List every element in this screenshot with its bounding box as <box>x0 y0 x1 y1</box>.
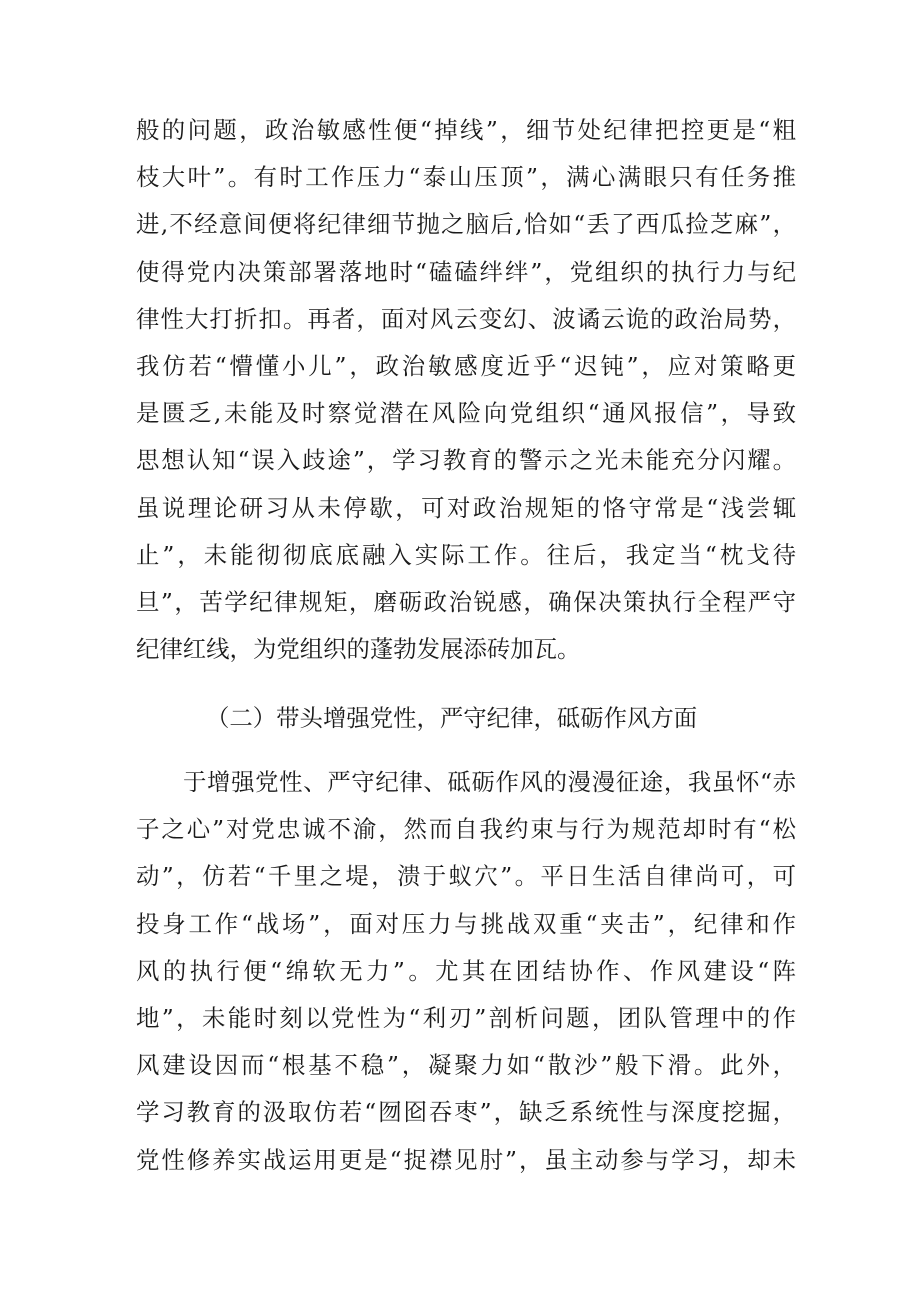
paragraph-line: 止”，未能彻彻底底融入实际工作。往后，我定当“枕戈待 <box>136 540 796 569</box>
paragraph-line: 风建设因而“根基不稳”，凝聚力如“散沙”般下滑。此外， <box>136 1051 796 1080</box>
paragraph-line: 是匮乏,未能及时察觉潜在风险向党组织“通风报信”，导致 <box>136 399 796 428</box>
paragraph-line: 学习教育的汲取仿若“囫囵吞枣”，缺乏系统性与深度挖掘， <box>136 1098 796 1127</box>
paragraph-1 <box>136 107 796 673</box>
paragraph-line: 党性修养实战运用更是“捉襟见肘”，虽主动参与学习，却未 <box>136 1145 796 1174</box>
paragraph-line: 地”，未能时刻以党性为“利刃”剖析问题，团队管理中的作 <box>136 1003 796 1032</box>
section-heading: （二）带头增强党性，严守纪律，砥砺作风方面 <box>206 704 698 732</box>
paragraph-line: 子之心”对党忠诚不渝，然而自我约束与行为规范却时有“松 <box>136 815 796 844</box>
paragraph-line: 纪律红线，为党组织的蓬勃发展添砖加瓦。 <box>136 635 581 664</box>
paragraph-line: 思想认知“误入歧途”，学习教育的警示之光未能充分闪耀。 <box>136 446 796 475</box>
paragraph-line: 于增强党性、严守纪律、砥砺作风的漫漫征途，我虽怀“赤 <box>183 768 796 796</box>
paragraph-line: 动”，仿若“千里之堤，溃于蚁穴”。平日生活自律尚可，可 <box>136 862 796 891</box>
paragraph-line: 投身工作“战场”，面对压力与挑战双重“夹击”，纪律和作 <box>136 909 796 938</box>
paragraph-line: 进,不经意间便将纪律细节抛之脑后,恰如“丢了西瓜捡芝麻”， <box>136 210 796 239</box>
paragraph-line: 虽说理论研习从未停歇，可对政治规矩的恪守常是“浅尝辄 <box>136 493 796 522</box>
paragraph-2 <box>136 759 796 1184</box>
paragraph-line: 般的问题，政治敏感性便“掉线”，细节处纪律把控更是“粗 <box>136 116 796 144</box>
paragraph-line: 旦”，苦学纪律规矩，磨砺政治锐感，确保决策执行全程严守 <box>136 587 796 616</box>
paragraph-line: 我仿若“懵懂小儿”，政治敏感度近乎“迟钝”，应对策略更 <box>136 351 796 380</box>
paragraph-line: 律性大打折扣。再者，面对风云变幻、波谲云诡的政治局势， <box>136 304 796 333</box>
paragraph-line: 使得党内决策部署落地时“磕磕绊绊”，党组织的执行力与纪 <box>136 257 796 286</box>
paragraph-line: 风的执行便“绵软无力”。尤其在团结协作、作风建设“阵 <box>136 956 796 985</box>
paragraph-line: 枝大叶”。有时工作压力“泰山压顶”，满心满眼只有任务推 <box>136 163 796 192</box>
